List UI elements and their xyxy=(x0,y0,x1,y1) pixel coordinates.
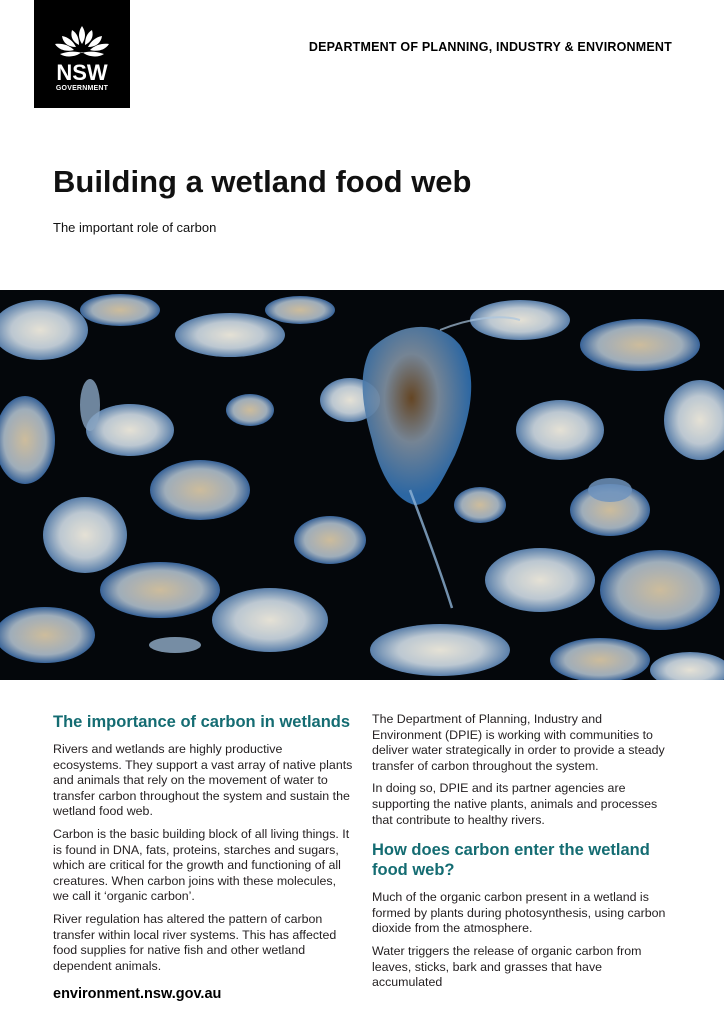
paragraph: Much of the organic carbon present in a wetland is formed by plants during photosynthesis, using carbon dioxide from the atmosphere. xyxy=(372,890,666,936)
section-heading-carbon-entry: How does carbon enter the wetland food web? xyxy=(372,841,650,880)
logo-subtext: GOVERNMENT xyxy=(55,85,109,92)
paragraph: The Department of Planning, Industry and Environment (DPIE) is working with communities to deliver water strategically in order to provide a steady transfer of carbon throughout the system. xyxy=(372,712,665,773)
footer-website-link[interactable]: environment.nsw.gov.au xyxy=(53,986,222,1002)
paragraph: Carbon is the basic building block of all living things. It is found in DNA, fats, proteins, starches and sugars, which are critical for the growth and functioning of all creatures. When carbon joins with these molecules, we call it ‘organic carbon’. xyxy=(53,826,350,904)
paragraph: Water triggers the release of organic carbon from leaves, sticks, bark and grasses that have accumulated xyxy=(372,943,642,990)
hero-image xyxy=(0,290,724,680)
microscope-photo xyxy=(0,290,724,680)
nsw-government-logo xyxy=(34,0,130,108)
page-title: Building a wetland food web xyxy=(53,164,472,199)
section-heading-carbon-importance: The importance of carbon in wetlands xyxy=(53,713,351,731)
waratah-icon xyxy=(52,24,112,62)
paragraph: River regulation has altered the pattern of carbon transfer within local river systems. This has affected food supplies for native fish and other wetland dependent animals. xyxy=(53,911,337,973)
right-column xyxy=(372,712,672,998)
page-subtitle: The important role of carbon xyxy=(53,220,217,235)
paragraph: Rivers and wetlands are highly productive ecosystems. They support a vast array of native plants and animals that rely on the movement of water to transfer carbon throughout the system and sustain the wetland food web. xyxy=(53,742,353,819)
logo-wordmark: NSW xyxy=(56,60,108,85)
paragraph: In doing so, DPIE and its partner agencies are supporting the native plants, animals and processes that contribute to healthy rivers. xyxy=(372,781,658,827)
left-column xyxy=(53,712,353,981)
department-name: DEPARTMENT OF PLANNING, INDUSTRY & ENVIRONMENT xyxy=(308,40,672,54)
